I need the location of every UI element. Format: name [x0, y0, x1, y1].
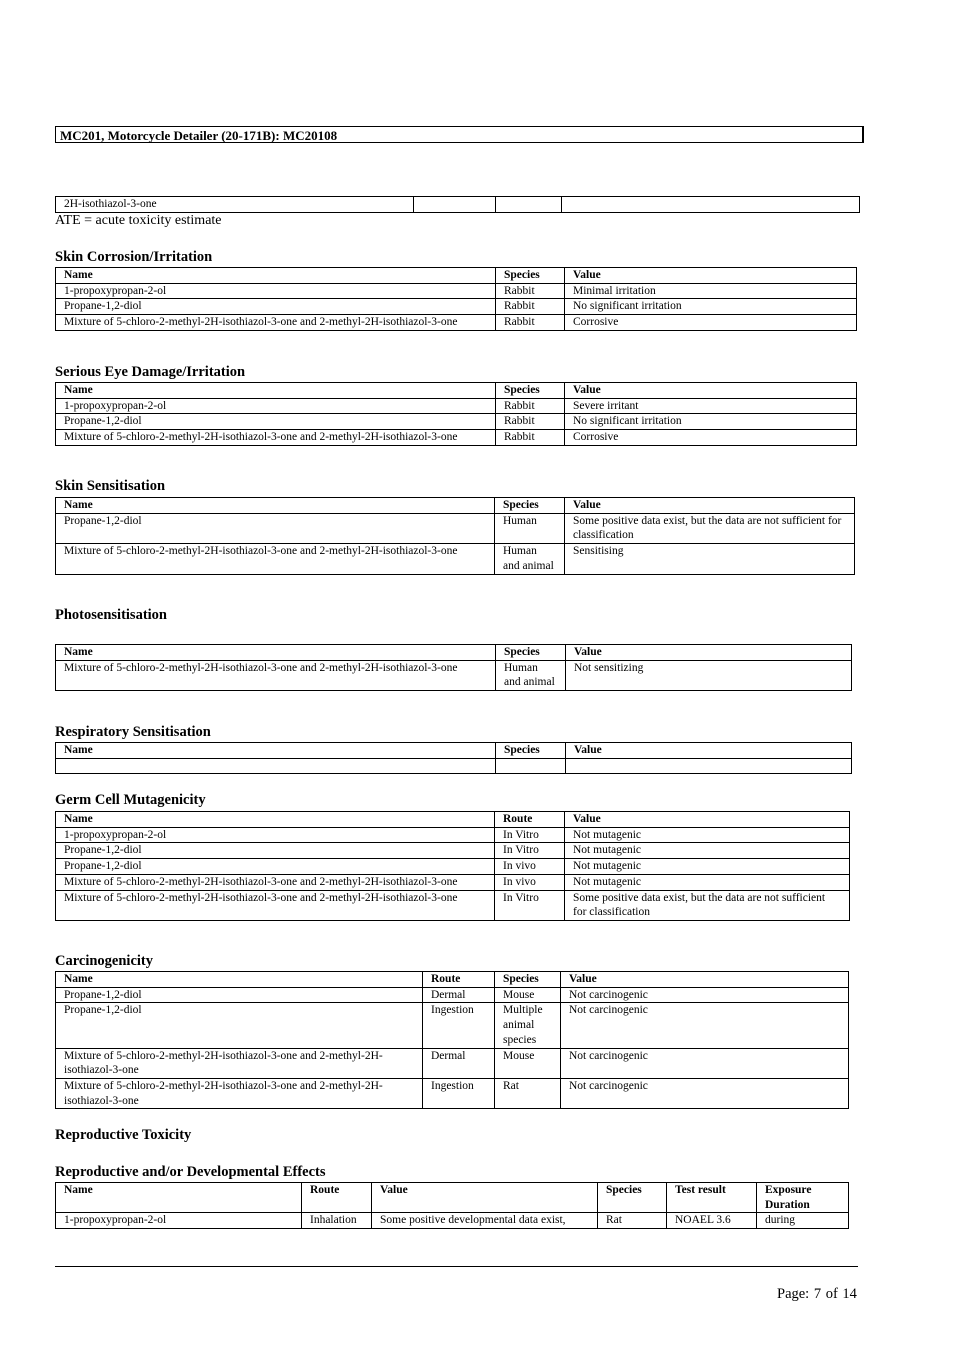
table-cell: Mixture of 5-chloro-2-methyl-2H-isothiazol-3-one and 2-methyl-2H-isothiazol-3-one [56, 874, 495, 890]
column-header: Value [566, 645, 852, 661]
table-cell: Rat [598, 1213, 667, 1229]
table-cell: Mouse [495, 987, 561, 1003]
table-cell: In vivo [495, 859, 565, 875]
table-cell [566, 758, 852, 773]
column-header: Value [565, 383, 857, 399]
respiratory-sensitisation-table [55, 742, 852, 774]
table-cell: Human and animal [496, 660, 566, 690]
table-cell: Propane-1,2-diol [56, 414, 496, 430]
column-header: Name [56, 383, 496, 399]
eye-damage-table [55, 382, 857, 446]
table-cell: Not mutagenic [565, 874, 850, 890]
table-row [56, 1048, 849, 1078]
table-cell [414, 197, 496, 213]
table-row [56, 544, 855, 574]
document-header: MC201, Motorcycle Detailer (20-171B): MC20108 [55, 126, 864, 143]
table-cell: Rabbit [496, 398, 565, 414]
table-row [56, 758, 852, 773]
table-cell: Not mutagenic [565, 827, 850, 843]
table-row [56, 1003, 849, 1048]
table-row [56, 1213, 849, 1229]
table-cell: Mixture of 5-chloro-2-methyl-2H-isothiazol-3-one and 2-methyl-2H-isothiazol-3-one [56, 430, 496, 446]
table-cell: Multiple animal species [495, 1003, 561, 1048]
table-cell: In Vitro [495, 827, 565, 843]
table-cell: Rabbit [496, 283, 565, 299]
table-cell: Mixture of 5-chloro-2-methyl-2H-isothiazol-3-one and 2-methyl-2H-isothiazol-3-one [56, 1048, 423, 1078]
table-cell [56, 758, 496, 773]
table-cell: No significant irritation [565, 414, 857, 430]
table-cell: Ingestion [423, 1078, 495, 1108]
table-row [56, 513, 855, 543]
column-header: Species [598, 1183, 667, 1213]
table-cell: Some positive developmental data exist, [372, 1213, 598, 1229]
table-cell: 1-propoxypropan-2-ol [56, 827, 495, 843]
ate-note: ATE = acute toxicity estimate [55, 213, 222, 228]
table-cell: Severe irritant [565, 398, 857, 414]
column-header: Name [56, 812, 495, 828]
table-header-row [56, 743, 852, 759]
column-header: Name [56, 972, 423, 988]
table-cell: Minimal irritation [565, 283, 857, 299]
table-cell: Not mutagenic [565, 843, 850, 859]
table-cell: Dermal [423, 987, 495, 1003]
table-cell: Not carcinogenic [561, 1003, 849, 1048]
table-row [56, 299, 857, 315]
section-title-germ-cell: Germ Cell Mutagenicity [55, 792, 206, 808]
section-title-reproductive-toxicity: Reproductive Toxicity [55, 1127, 192, 1143]
column-header: Species [495, 498, 565, 514]
table-cell: Mixture of 5-chloro-2-methyl-2H-isothiazol-3-one and 2-methyl-2H-isothiazol-3-one [56, 890, 495, 920]
table-cell: 2H-isothiazol-3-one [56, 197, 414, 213]
column-header: Name [56, 268, 496, 284]
table-header-row [56, 383, 857, 399]
table-row [56, 890, 850, 920]
germ-cell-table [55, 811, 850, 921]
column-header: Value [565, 268, 857, 284]
table-cell: Not carcinogenic [561, 987, 849, 1003]
column-header: Route [302, 1183, 372, 1213]
table-header-row [56, 812, 850, 828]
table-cell: Not sensitizing [566, 660, 852, 690]
table-header-row [56, 268, 857, 284]
table-cell: Mixture of 5-chloro-2-methyl-2H-isothiazol-3-one and 2-methyl-2H-isothiazol-3-one [56, 1078, 423, 1108]
table-cell: Mixture of 5-chloro-2-methyl-2H-isothiazol-3-one and 2-methyl-2H-isothiazol-3-one [56, 660, 496, 690]
table-cell: Dermal [423, 1048, 495, 1078]
table-cell: Ingestion [423, 1003, 495, 1048]
table-cell: Propane-1,2-diol [56, 299, 496, 315]
table-cell: Some positive data exist, but the data are not sufficient for classification [565, 513, 855, 543]
table-cell: Propane-1,2-diol [56, 1003, 423, 1048]
table-cell: Propane-1,2-diol [56, 843, 495, 859]
section-title-carcinogenicity: Carcinogenicity [55, 953, 153, 969]
table-cell: Not carcinogenic [561, 1048, 849, 1078]
table-row [56, 843, 850, 859]
table-cell: Sensitising [565, 544, 855, 574]
table-cell: Rabbit [496, 414, 565, 430]
column-header: Name [56, 1183, 302, 1213]
carcinogenicity-table [55, 971, 849, 1109]
reproductive-effects-table [55, 1182, 849, 1229]
table-header-row [56, 1183, 849, 1213]
table-cell: In Vitro [495, 890, 565, 920]
column-header: Species [495, 972, 561, 988]
table-cell: Mouse [495, 1048, 561, 1078]
column-header: Value [561, 972, 849, 988]
table-row [56, 859, 850, 875]
table-cell: Mixture of 5-chloro-2-methyl-2H-isothiazol-3-one and 2-methyl-2H-isothiazol-3-one [56, 315, 496, 331]
skin-sensitisation-table [55, 497, 855, 575]
section-title-eye-damage: Serious Eye Damage/Irritation [55, 364, 246, 380]
column-header: Value [566, 743, 852, 759]
table-cell: Human [495, 513, 565, 543]
column-header: Species [496, 645, 566, 661]
table-row [56, 827, 850, 843]
section-title-reproductive-effects: Reproductive and/or Developmental Effects [55, 1164, 326, 1180]
table-cell: Mixture of 5-chloro-2-methyl-2H-isothiazol-3-one and 2-methyl-2H-isothiazol-3-one [56, 544, 495, 574]
table-cell: during [757, 1213, 849, 1229]
table-cell: Rabbit [496, 430, 565, 446]
table-cell: NOAEL 3.6 [667, 1213, 757, 1229]
table-cell: Not mutagenic [565, 859, 850, 875]
skin-corrosion-table [55, 267, 857, 331]
table-cell: Rat [495, 1078, 561, 1108]
table-row [56, 874, 850, 890]
table-row [56, 430, 857, 446]
table-row [56, 1078, 849, 1108]
table-row [56, 283, 857, 299]
table-cell: Propane-1,2-diol [56, 859, 495, 875]
table-cell: Rabbit [496, 299, 565, 315]
table-cell: In vivo [495, 874, 565, 890]
column-header: Species [496, 743, 566, 759]
table-row [56, 987, 849, 1003]
section-title-respiratory-sensitisation: Respiratory Sensitisation [55, 724, 211, 740]
table-cell: Not carcinogenic [561, 1078, 849, 1108]
table-cell: 1-propoxypropan-2-ol [56, 1213, 302, 1229]
column-header: Value [372, 1183, 598, 1213]
section-title-skin-sensitisation: Skin Sensitisation [55, 478, 166, 494]
table-cell: Propane-1,2-diol [56, 987, 423, 1003]
table-cell: Corrosive [565, 315, 857, 331]
table-header-row [56, 498, 855, 514]
section-title-photosensitisation: Photosensitisation [55, 607, 167, 623]
column-header: Name [56, 498, 495, 514]
column-header: Species [496, 268, 565, 284]
table-header-row [56, 972, 849, 988]
table-cell: Human and animal [495, 544, 565, 574]
table-cell [496, 758, 566, 773]
table-row [56, 414, 857, 430]
table-cell: In Vitro [495, 843, 565, 859]
table-row [56, 660, 852, 690]
table-cell: 1-propoxypropan-2-ol [56, 283, 496, 299]
photosensitisation-table [55, 644, 852, 691]
table-row [56, 315, 857, 331]
column-header: Name [56, 645, 496, 661]
page-number: Page: 7 of 14 [777, 1286, 857, 1302]
table-cell: 1-propoxypropan-2-ol [56, 398, 496, 414]
table-cell: Some positive data exist, but the data are not sufficient for classification [565, 890, 850, 920]
section-title-skin-corrosion: Skin Corrosion/Irritation [55, 249, 213, 265]
table-cell [562, 197, 860, 213]
column-header: Value [565, 812, 850, 828]
table-row [56, 197, 860, 213]
table-cell: Corrosive [565, 430, 857, 446]
continuation-table [55, 196, 860, 213]
column-header: Exposure Duration [757, 1183, 849, 1213]
table-cell: Inhalation [302, 1213, 372, 1229]
footer-divider [55, 1266, 858, 1267]
table-cell: Rabbit [496, 315, 565, 331]
column-header: Route [423, 972, 495, 988]
table-cell: No significant irritation [565, 299, 857, 315]
column-header: Test result [667, 1183, 757, 1213]
table-header-row [56, 645, 852, 661]
column-header: Name [56, 743, 496, 759]
table-cell: Propane-1,2-diol [56, 513, 495, 543]
table-cell [496, 197, 562, 213]
column-header: Species [496, 383, 565, 399]
column-header: Value [565, 498, 855, 514]
table-row [56, 398, 857, 414]
column-header: Route [495, 812, 565, 828]
